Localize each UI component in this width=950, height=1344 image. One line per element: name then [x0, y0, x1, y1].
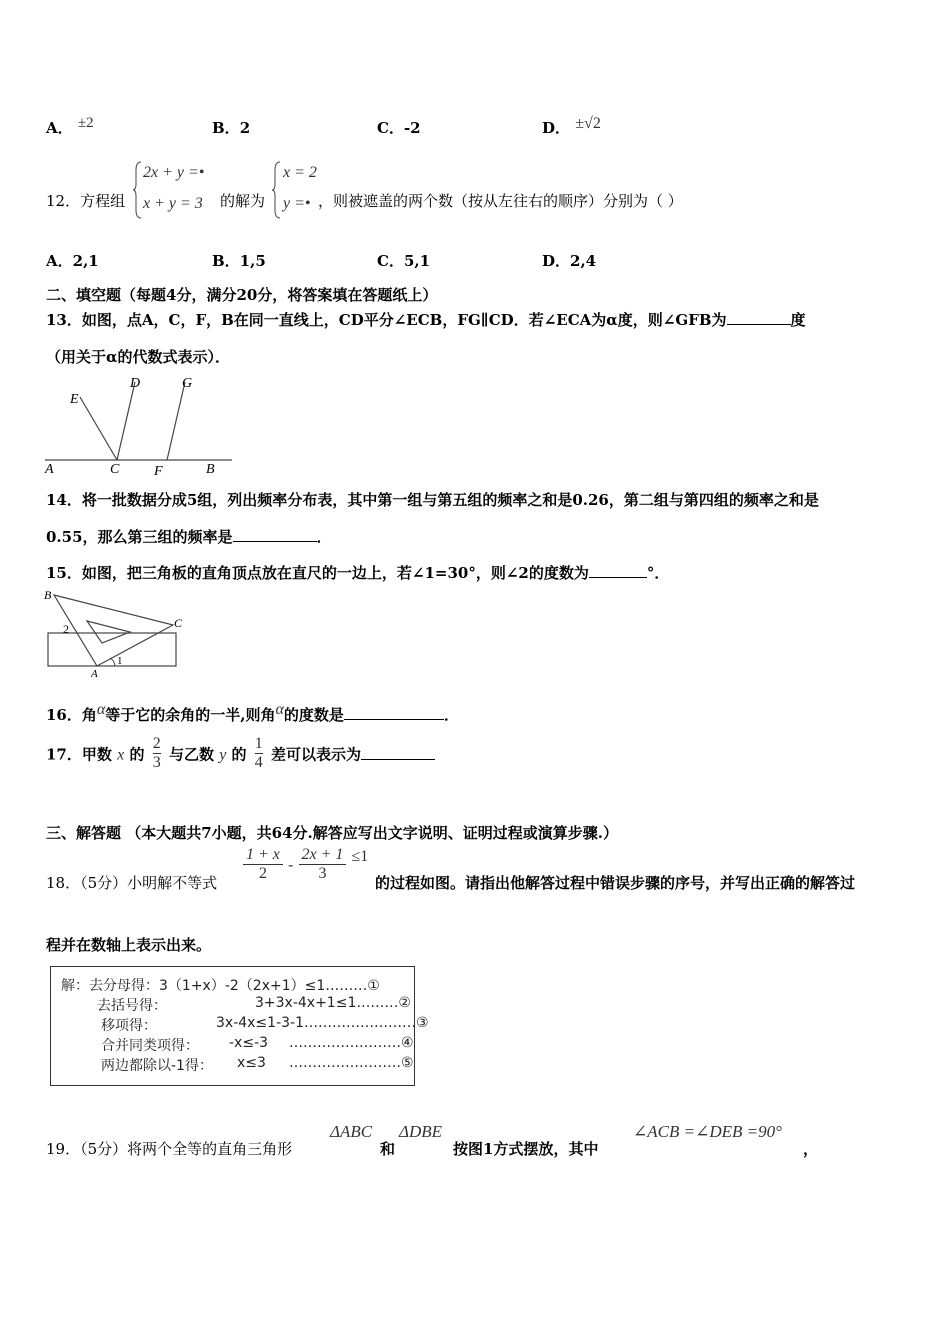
q13-figure — [40, 370, 240, 478]
q13-label-d: D — [130, 376, 141, 391]
q15-ruler — [48, 633, 176, 666]
q13-ray-cd — [117, 382, 135, 460]
q19-angles: ∠ACB =∠DEB =90° — [633, 1122, 782, 1141]
q15-text: 15．如图，把三角板的直角顶点放在直尺的一边上，若∠1=30°，则∠2的度数为 °． — [46, 564, 670, 582]
q12-option-d: D．2,4 — [542, 252, 597, 270]
q18-solution-box — [50, 966, 429, 1086]
q13-ray-fg — [167, 382, 185, 460]
q11-option-d: D． ±√2 — [542, 115, 601, 137]
q13-label-b: B — [206, 462, 215, 477]
q11-option-a-value: ±2 — [77, 115, 94, 131]
q15-label-a: A — [91, 668, 98, 680]
q15-label-b: B — [44, 588, 52, 602]
q19-suffix: ， — [803, 1140, 819, 1158]
q17-text: 17．甲数 x 的 $\frac{2}{3}$ 与乙数 y 的 $\frac{1}{4}$ 差可以表示为 — [46, 737, 435, 774]
q18-step-3: 移项得： 3x-4x≤1-3-1……………………③ — [101, 1015, 429, 1034]
q19-and: 和 — [380, 1140, 396, 1158]
q12-system-eq2: x + y = 3 — [143, 195, 203, 212]
q18-fraction-2: $\frac{2x + 1}{3}$ — [299, 846, 347, 883]
q14-line1: 14．将一批数据分成5组，列出频率分布表，其中第一组与第五组的频率之和是0.26，第二组与第四组的频率之和是 — [46, 491, 819, 509]
q15-label-1: 1 — [117, 655, 123, 667]
section3-title: 三、解答题 （本大题共7小题，共64分.解答应写出文字说明、证明过程或演算步骤.） — [46, 824, 618, 842]
q12-solution-brace — [272, 160, 282, 220]
q16-answer-blank — [344, 705, 444, 720]
q18-suffix: 的过程如图。请指出他解答过程中错误步骤的序号，并写出正确的解答过 — [375, 874, 856, 892]
section2-title: 二、填空题（每题4分，满分20分，将答案填在答题纸上） — [46, 286, 438, 304]
q16-alpha-2: α — [275, 701, 284, 718]
q15-figure — [40, 585, 190, 680]
q13-label-e: E — [70, 392, 79, 407]
q18-step-1: 解：去分母得：3（1+x）-2（2x+1）≤1………① — [61, 978, 380, 994]
q17-fraction-2-3: $\frac{2}{3}$ — [152, 735, 161, 771]
q15-answer-blank — [589, 563, 647, 578]
q12-system-brace — [133, 160, 143, 220]
q18-step-2: 去括号得： 3+3x-4x+1≤1………② — [97, 995, 411, 1014]
q18-prefix: 18．（5分）小明解不等式 — [46, 874, 218, 892]
q18-step-4: 合并同类项得： -x≤-3 ……………………④ — [101, 1035, 414, 1054]
q15-label-c: C — [174, 616, 183, 630]
q13-line2: （用关于α的代数式表示）． — [46, 348, 231, 366]
q12-option-a: A．2,1 — [46, 252, 99, 270]
q19-prefix: 19．（5分）将两个全等的直角三角形 — [46, 1140, 293, 1158]
q18-line2: 程并在数轴上表示出来。 — [46, 936, 212, 954]
q14-line2: 0.55，那么第三组的频率是 ． — [46, 528, 332, 546]
q12-middle: 的解为 — [220, 192, 266, 210]
q17-fraction-1-4: $\frac{1}{4}$ — [254, 735, 263, 771]
q12-suffix: ，则被遮盖的两个数（按从左往右的顺序）分别为（ ） — [318, 192, 683, 210]
q16-alpha-1: α — [96, 701, 106, 718]
q11-option-a: A． ±2 — [46, 115, 94, 137]
q11-option-b: B．2 — [212, 119, 251, 137]
q17-answer-blank — [361, 745, 435, 760]
q12-solution-eq2: y =• — [283, 195, 311, 212]
q15-triangle-inner — [87, 621, 130, 643]
q11-option-c: C．-2 — [377, 119, 421, 137]
q17-var-x: x — [117, 746, 125, 764]
q12-prefix: 12．方程组 — [46, 192, 126, 210]
q12-option-c: C．5,1 — [377, 252, 431, 270]
q15-label-2: 2 — [63, 622, 69, 636]
q19-triangle-abc: ΔABC — [330, 1122, 373, 1141]
q13-label-f: F — [154, 464, 163, 478]
q12-system-eq1: 2x + y =• — [143, 164, 205, 181]
q19-triangle-dbe: ΔDBE — [399, 1122, 443, 1141]
q13-label-c: C — [110, 462, 120, 477]
q19-middle: 按图1方式摆放，其中 — [453, 1140, 599, 1158]
q18-inequality: $\frac{1 + x}{2}$ - $\frac{2x + 1}{3}$ ≤1 — [243, 846, 368, 883]
q18-step-5: 两边都除以-1得： x≤3 ……………………⑤ — [101, 1055, 414, 1074]
q15-triangle-outer — [54, 595, 173, 666]
q13-label-a: A — [45, 462, 54, 477]
q18-fraction-1: $\frac{1 + x}{2}$ — [243, 846, 283, 883]
q13-line1: 13．如图，点A，C，F，B在同一直线上，CD平分∠ECB，FG∥CD．若∠ECA为α度，则∠GFB为 度 — [46, 311, 806, 329]
q11-option-d-value: ±√2 — [575, 115, 601, 132]
q13-ray-ce — [80, 397, 117, 460]
q16-text: 16．角α等于它的余角的一半,则角α的度数是 ． — [46, 701, 459, 724]
q17-var-y: y — [219, 746, 227, 764]
q13-label-g: G — [182, 376, 193, 391]
q12-solution-eq1: x = 2 — [283, 164, 317, 181]
q14-answer-blank — [233, 527, 317, 542]
q13-answer-blank — [727, 310, 791, 325]
q12-option-b: B．1,5 — [212, 252, 266, 270]
